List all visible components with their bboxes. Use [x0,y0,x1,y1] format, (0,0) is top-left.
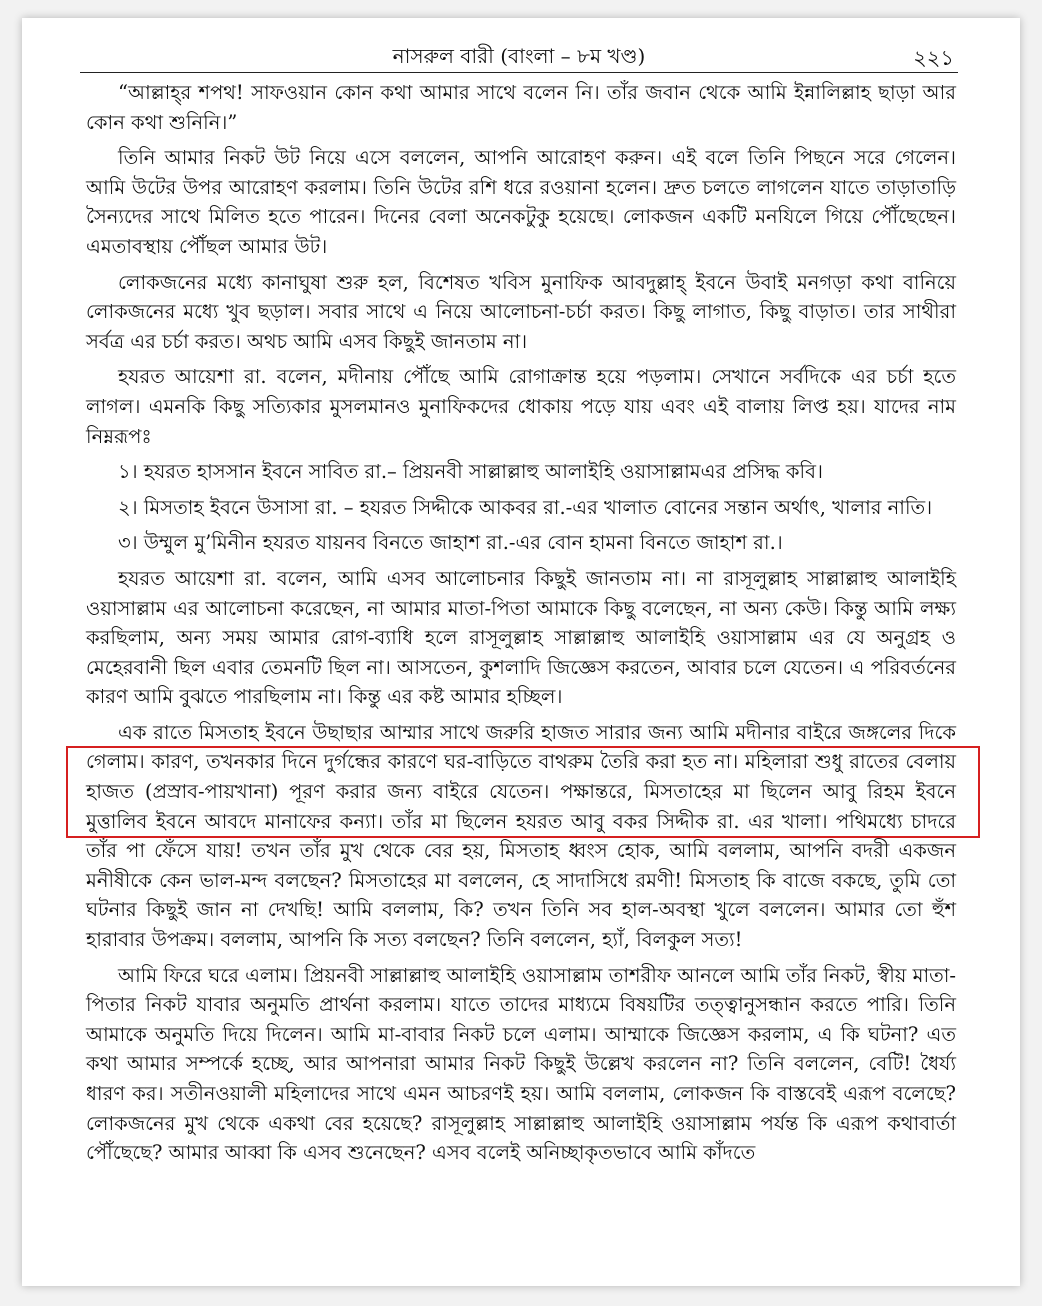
list-item: ১। হযরত হাসসান ইবনে সাবিত রা.– প্রিয়নবী সাল্লাল্লাহু আলাইহি ওয়াসাল্লামএর প্রসিদ্ধ কবি। [118,460,823,484]
body-text [86,78,956,1174]
list-item: ২। মিসতাহ ইবনে উসাসা রা. – হযরত সিদ্দীকে আকবর রা.-এর খালাত বোনের সন্তান অর্থাৎ, খালার নাতি। [118,495,933,519]
header-rule [80,72,958,73]
header-title: নাসরুল বারী (বাংলা – ৮ম খণ্ড) [392,44,646,68]
paragraph: হযরত আয়েশা রা. বলেন, আমি এসব আলোচনার কিছুই জানতাম না। না রাসূলুল্লাহ সাল্লাল্লাহু আলাইহি ওয়াসাল্লাম এর আলোচনা করেছেন, না আমার মাতা-পিতা আমাকে কিছু বলেছেন, না অন্য কেউ। কিন্তু আমি লক্ষ্য করছিলাম, অন্য সময় আমার রোগ-ব্যাধি হলে রাসূলুল্লাহ সাল্লাল্লাহু আলাইহি ওয়াসাল্লাম এর যে অনুগ্রহ ও মেহেরবানী ছিল এবার তেমনটি ছিল না। আসতেন, কুশলাদি জিজ্ঞেস করতেন, আবার চলে যেতেন। এ পরিবর্তনের কারণ আমি বুঝতে পারছিলাম না। কিন্তু এর কষ্ট আমার হচ্ছিল। [86,566,956,709]
page-number: ২২১ [913,46,954,70]
paragraph: হযরত আয়েশা রা. বলেন, মদীনায় পৌঁছে আমি রোগাক্রান্ত হয়ে পড়লাম। সেখানে সর্বদিকে এর চর্চা হতে লাগল। এমনকি কিছু সত্যিকার মুসলমানও মুনাফিকদের ধোকায় পড়ে যায় এবং এই বালায় লিপ্ত হয়। যাদের নাম নিম্নরূপঃ [86,365,956,448]
document-page [22,18,1020,1286]
page-header [84,42,954,72]
paragraph: লোকজনের মধ্যে কানাঘুষা শুরু হল, বিশেষত খবিস মুনাফিক আবদুল্লাহ্ ইবনে উবাই মনগড়া কথা বানিয়ে লোকজনের মধ্যে খুব ছড়াল। সবার সাথে এ নিয়ে আলোচনা-চর্চা করত। কিছু লাগাত, কিছু বাড়াত। তার সাথীরা সর্বত্র এর চর্চা করত। অথচ আমি এসব কিছুই জানতাম না। [86,270,956,353]
paragraph: এক রাতে মিসতাহ ইবনে উছাছার আম্মার সাথে জরুরি হাজত সারার জন্য আমি মদীনার বাইরে জঙ্গলের দিকে গেলাম। কারণ, তখনকার দিনে দুর্গন্ধের কারণে ঘর-বাড়িতে বাথরুম তৈরি করা হত না। মহিলারা শুধু রাতের বেলায় হাজত (প্রস্রাব-পায়খানা) পূরণ করার জন্য বাইরে যেতেন। পক্ষান্তরে, মিসতাহের মা ছিলেন আবু রিহম ইবনে মুত্তালিব ইবনে আবদে মানাফের কন্যা। তাঁর মা ছিলেন হযরত আবু বকর সিদ্দীক রা. এর খালা। পথিমধ্যে চাদরে তাঁর পা ফেঁসে যায়! তখন তাঁর মুখ থেকে বের হয়, মিসতাহ ধ্বংস হোক, আমি বললাম, আপনি বদরী একজন মনীষীকে কেন ভাল-মন্দ বলছেন? মিসতাহের মা বললেন, হে সাদাসিধে রমণী! মিসতাহ কি বাজে বকছে, তুমি তো ঘটনার কিছুই জান না দেখছি! আমি বললাম, কি? তখন তিনি সব হাল-অবস্থা খুলে বললেন। আমার তো হুঁশ হারাবার উপক্রম। বললাম, আপনি কি সত্য বলছেন? তিনি বললেন, হ্যাঁ, বিলকুল সত্য! [86,720,956,952]
paragraph: আমি ফিরে ঘরে এলাম। প্রিয়নবী সাল্লাল্লাহু আলাইহি ওয়াসাল্লাম তাশরীফ আনলে আমি তাঁর নিকট, স্বীয় মাতা-পিতার নিকট যাবার অনুমতি প্রার্থনা করলাম। যাতে তাদের মাধ্যমে বিষয়টির তত্ত্বানুসন্ধান করতে পারি। তিনি আমাকে অনুমতি দিয়ে দিলেন। আমি মা-বাবার নিকট চলে এলাম। আম্মাকে জিজ্ঞেস করলাম, এ কি ঘটনা? এত কথা আমার সম্পর্কে হচ্ছে, আর আপনারা আমার নিকট কিছুই উল্লেখ করলেন না? তিনি বললেন, বেটি! ধৈর্য্য ধারণ কর। সতীনওয়ালী মহিলাদের সাথে এমন আচরণই হয়। আমি বললাম, লোকজন কি বাস্তবেই এরূপ বলেছে? লোকজনের মুখ থেকে একথা বের হয়েছে? রাসূলুল্লাহ সাল্লাল্লাহু আলাইহি ওয়াসাল্লাম পর্যন্ত কি এরূপ কথাবার্তা পৌঁছেছে? আমার আব্বা কি এসব শুনেছেন? এসব বলেই অনিচ্ছাকৃতভাবে আমি কাঁদতে [86,963,956,1165]
list-item: ৩। উম্মুল মু’মিনীন হযরত যায়নব বিনতে জাহাশ রা.-এর বোন হামনা বিনতে জাহাশ রা.। [118,531,783,555]
paragraph: “আল্লাহ্‌র শপথ! সাফওয়ান কোন কথা আমার সাথে বলেন নি। তাঁর জবান থেকে আমি ইন্নালিল্লাহ ছাড়া আর কোন কথা শুনিনি।” [86,81,956,134]
paragraph: তিনি আমার নিকট উট নিয়ে এসে বললেন, আপনি আরোহণ করুন। এই বলে তিনি পিছনে সরে গেলেন। আমি উটের উপর আরোহণ করলাম। তিনি উটের রশি ধরে রওয়ানা হলেন। দ্রুত চলতে লাগলেন যাতে তাড়াতাড়ি সৈন্যদের সাথে মিলিত হতে পারেন। দিনের বেলা অনেকটুকু হয়েছে। লোকজন একটি মনযিলে গিয়ে পৌঁছেছেন। এমতাবস্থায় পৌঁছল আমার উট। [86,146,956,258]
